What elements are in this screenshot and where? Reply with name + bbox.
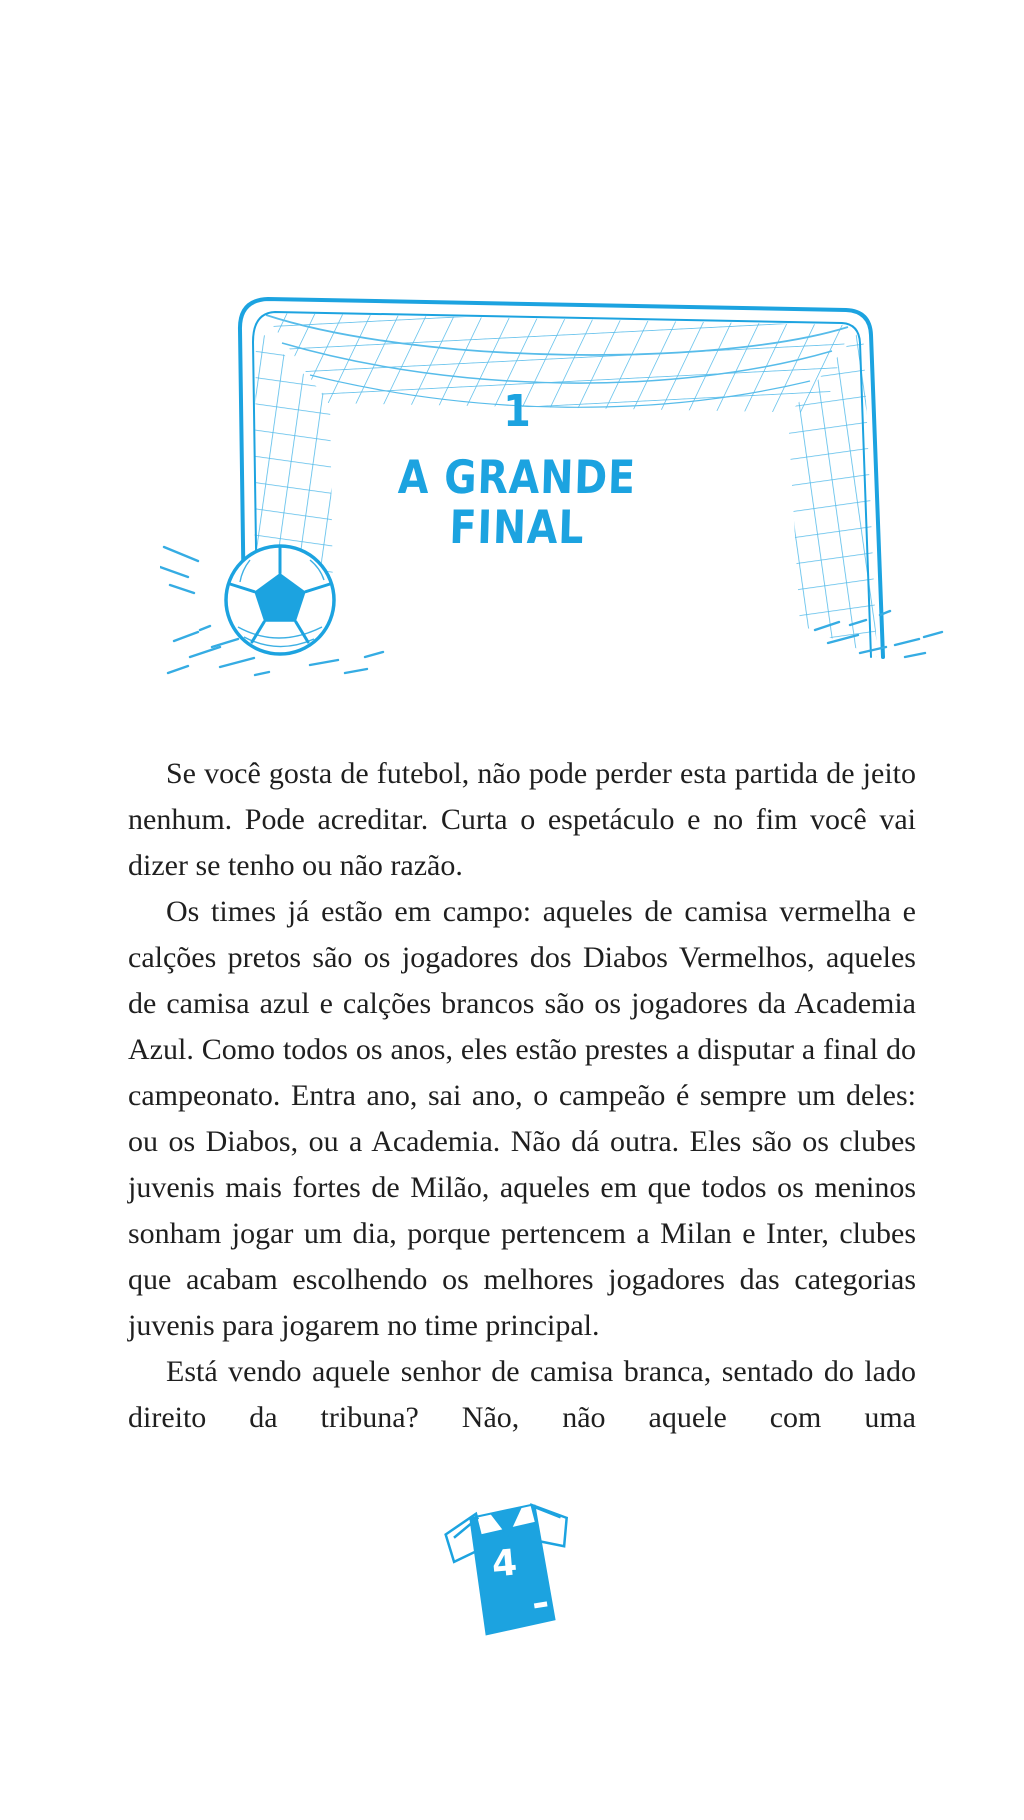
paragraph-3: Está vendo aquele senhor de camisa branca, sentado do lado direito da tribuna? Não, não aquele com uma: [128, 1355, 916, 1434]
chapter-title: [5, 452, 1024, 552]
soccer-ball-icon: [226, 546, 334, 654]
chapter-title-line-1: A GRANDE: [397, 450, 637, 504]
paragraph-1: Se você gosta de futebol, não pode perder esta partida de jeito nenhum. Pode acreditar. Curta o espetáculo e no fim você vai dizer se tenho ou não razão.: [128, 757, 916, 882]
jersey-page-marker: [445, 1495, 575, 1645]
chapter-title-line-2: FINAL: [448, 500, 586, 554]
page-number: 4: [490, 1542, 519, 1586]
chapter-number: 1: [503, 386, 531, 437]
body-text: [128, 751, 916, 1441]
paragraph-2: Os times já estão em campo: aqueles de camisa vermelha e calções pretos são os jogadores dos Diabos Vermelhos, aqueles de camisa azul e calções brancos são os jogadores da Academia Azul. Como todos os anos, eles estão prestes a disputar a final do campeonato. Entra ano, sai ano, o campeão é sempre um deles: ou os Diabos, ou a Academia. Não dá outra. Eles são os clubes juvenis mais fortes de Milão, aqueles em que todos os meninos sonham jogar um dia, porque pertencem a Milan e Inter, clubes que acabam escolhendo os melhores jogadores das categorias juvenis para jogarem no time principal.: [128, 895, 916, 1342]
